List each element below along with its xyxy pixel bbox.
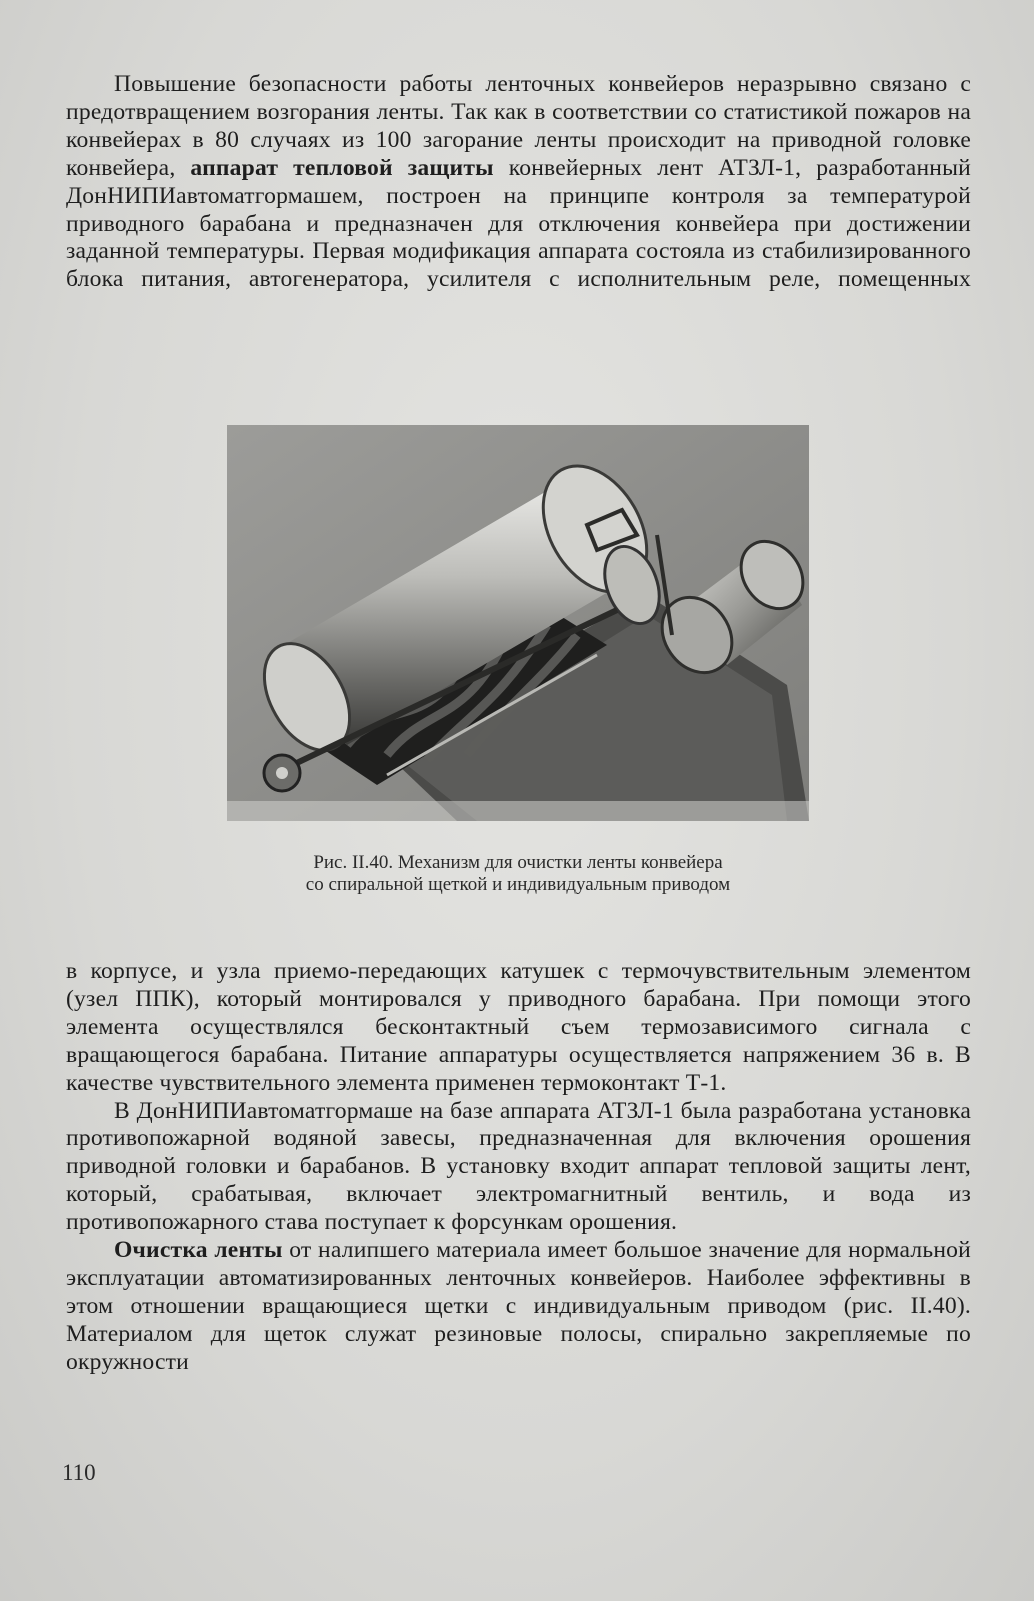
- paragraph-belt-cleaning: [66, 1237, 971, 1377]
- bold-term-thermal-protection: аппарат тепловой защиты: [190, 154, 494, 181]
- paragraph-water-curtain: В ДонНИПИавтоматгормаше на базе аппарата АТЗЛ-1 была разработана установка противопожарной водяной завесы, предназначенная для включения орошения приводной головки и барабанов. В установку входит аппарат тепловой защиты лент, который, срабатывая, включает электромагнитный вентиль, и вода из противопожарного става поступает к форсункам орошения.: [66, 1097, 971, 1236]
- paragraph-text: Повышение безопасности работы ленточных конвейеров неразрывно связано с предотвращением возгорания ленты. Так как в соответствии со статистикой пожаров на конвейерах в 80 случаях из 100 загорание ленты происходит на приводной головке конвейера,: [66, 71, 971, 181]
- text-block-top: [66, 71, 971, 294]
- bold-term-belt-cleaning: Очистка ленты: [114, 1237, 283, 1264]
- figure-photo-conveyor-brush: [227, 425, 809, 821]
- text-block-bottom: [66, 958, 971, 1377]
- conveyor-brush-illustration: [227, 425, 809, 821]
- paragraph-text: конвейерных лент АТЗЛ-1, разработанный ДонНИПИавтоматгормашем, построен на принципе контроля за температурой приводного барабана и предназначен для отключения конвейера при достижении заданной температуры. Первая модификация аппарата состояла из стабилизированного блока питания, автогенератора, усилителя с исполнительным реле, помещенных: [66, 154, 971, 293]
- paragraph-text: от налипшего материала имеет большое значение для нормальной эксплуатации автоматизированных ленточных конвейеров. Наиболее эффективны в этом отношении вращающиеся щетки с индивидуальным приводом (рис. II.40). Материалом для щеток служат резиновые полосы, спирально закрепляемые по окружности: [66, 1237, 971, 1375]
- caption-line-1: Рис. II.40. Механизм для очистки ленты конвейера: [313, 852, 723, 873]
- paragraph-thermal-protection: [66, 71, 971, 294]
- page-number: 110: [62, 1460, 96, 1485]
- figure-caption: [227, 852, 809, 896]
- paragraph-ppk-unit: в корпусе, и узла приемо-передающих катушек с термочувствительным элементом (узел ППК), который монтировался у приводного барабана. При помощи этого элемента осуществлялся бесконтактный съем термозависимого сигнала с вращающегося барабана. Питание аппаратуры осуществляется напряжением 36 в. В качестве чувствительного элемента применен термоконтакт Т-1.: [66, 958, 971, 1096]
- caption-line-2: со спиральной щеткой и индивидуальным приводом: [305, 874, 731, 895]
